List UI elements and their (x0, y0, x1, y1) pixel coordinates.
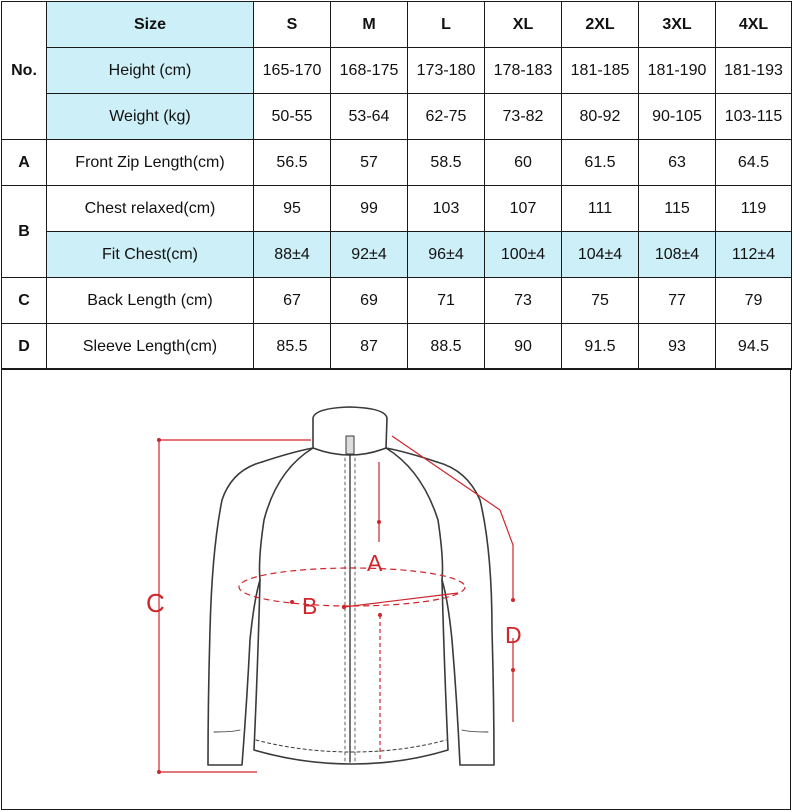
height-cell: 168-175 (331, 48, 408, 94)
height-cell: 165-170 (254, 48, 331, 94)
height-cell: 181-193 (716, 48, 792, 94)
back-length-cell: 73 (485, 278, 562, 324)
weight-cell: 90-105 (639, 94, 716, 140)
row-letter-c: C (2, 278, 47, 324)
left-sleeve-shape (208, 462, 262, 765)
fit-chest-cell: 88±4 (254, 232, 331, 278)
front-zip-cell: 60 (485, 140, 562, 186)
measurement-lines (159, 436, 513, 772)
weight-cell: 103-115 (716, 94, 792, 140)
weight-cell: 50-55 (254, 94, 331, 140)
fit-chest-row (2, 232, 792, 278)
sleeve-length-cell: 94.5 (716, 324, 792, 370)
back-length-cell: 79 (716, 278, 792, 324)
fit-chest-cell: 104±4 (562, 232, 639, 278)
jacket-measurement-diagram (1, 368, 791, 810)
sleeve-length-cell: 87 (331, 324, 408, 370)
height-cell: 173-180 (408, 48, 485, 94)
sleeve-length-label: Sleeve Length(cm) (47, 324, 254, 370)
measure-line-d (392, 436, 513, 600)
front-zip-cell: 61.5 (562, 140, 639, 186)
jacket-illustration (2, 370, 790, 809)
back-length-row (2, 278, 792, 324)
height-cell: 178-183 (485, 48, 562, 94)
right-sleeve-shape (437, 462, 494, 765)
row-letter-a: A (2, 140, 47, 186)
size-3xl: 3XL (639, 2, 716, 48)
front-zip-row (2, 140, 792, 186)
label-a: A (367, 550, 383, 576)
row-letter-d: D (2, 324, 47, 370)
measure-line-b (239, 568, 465, 606)
size-chart-table (1, 1, 792, 370)
zipper-pull-icon (346, 436, 354, 454)
fit-chest-cell: 92±4 (331, 232, 408, 278)
body-shape (254, 580, 448, 764)
label-b: B (302, 593, 318, 619)
label-d: D (505, 622, 522, 648)
chest-relaxed-cell: 99 (331, 186, 408, 232)
no-header: No. (2, 2, 47, 140)
back-length-cell: 67 (254, 278, 331, 324)
row-letter-b: B (2, 186, 47, 278)
fit-chest-label: Fit Chest(cm) (47, 232, 254, 278)
back-length-cell: 77 (639, 278, 716, 324)
height-cell: 181-190 (639, 48, 716, 94)
front-zip-cell: 58.5 (408, 140, 485, 186)
fit-chest-cell: 96±4 (408, 232, 485, 278)
sleeve-length-cell: 85.5 (254, 324, 331, 370)
chest-relaxed-cell: 119 (716, 186, 792, 232)
size-2xl: 2XL (562, 2, 639, 48)
chest-relaxed-cell: 95 (254, 186, 331, 232)
back-length-cell: 69 (331, 278, 408, 324)
size-l: L (408, 2, 485, 48)
front-zip-cell: 57 (331, 140, 408, 186)
sleeve-length-cell: 90 (485, 324, 562, 370)
header-row (2, 2, 792, 48)
fit-chest-cell: 100±4 (485, 232, 562, 278)
chest-relaxed-label: Chest relaxed(cm) (47, 186, 254, 232)
measure-line-c (159, 440, 311, 772)
chest-relaxed-row (2, 186, 792, 232)
size-s: S (254, 2, 331, 48)
front-zip-cell: 64.5 (716, 140, 792, 186)
weight-cell: 53-64 (331, 94, 408, 140)
weight-cell: 80-92 (562, 94, 639, 140)
height-cell: 181-185 (562, 48, 639, 94)
size-m: M (331, 2, 408, 48)
weight-label: Weight (kg) (47, 94, 254, 140)
sleeve-length-cell: 88.5 (408, 324, 485, 370)
sleeve-length-cell: 91.5 (562, 324, 639, 370)
back-length-cell: 71 (408, 278, 485, 324)
back-length-label: Back Length (cm) (47, 278, 254, 324)
chest-relaxed-cell: 107 (485, 186, 562, 232)
front-zip-cell: 56.5 (254, 140, 331, 186)
fit-chest-cell: 112±4 (716, 232, 792, 278)
weight-row (2, 94, 792, 140)
height-label: Height (cm) (47, 48, 254, 94)
size-4xl: 4XL (716, 2, 792, 48)
chest-relaxed-cell: 115 (639, 186, 716, 232)
size-xl: XL (485, 2, 562, 48)
height-row (2, 48, 792, 94)
chest-relaxed-cell: 111 (562, 186, 639, 232)
chest-relaxed-cell: 103 (408, 186, 485, 232)
front-zip-label: Front Zip Length(cm) (47, 140, 254, 186)
jacket-outline (208, 407, 494, 765)
label-c: C (146, 588, 165, 618)
front-zip-cell: 63 (639, 140, 716, 186)
weight-cell: 62-75 (408, 94, 485, 140)
weight-cell: 73-82 (485, 94, 562, 140)
sleeve-length-row (2, 324, 792, 370)
size-header: Size (47, 2, 254, 48)
sleeve-length-cell: 93 (639, 324, 716, 370)
back-length-cell: 75 (562, 278, 639, 324)
fit-chest-cell: 108±4 (639, 232, 716, 278)
